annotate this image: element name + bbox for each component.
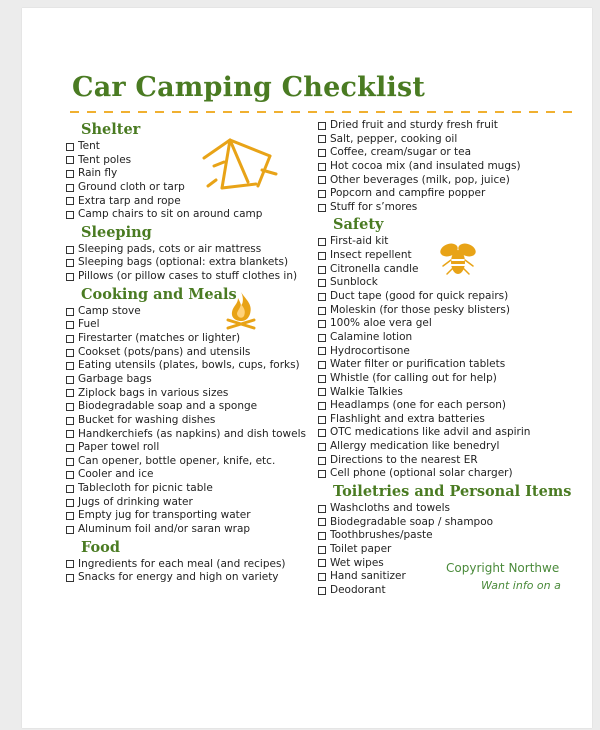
checklist-item-label: Cookset (pots/pans) and utensils <box>78 345 251 358</box>
checklist-item-label: Hot cocoa mix (and insulated mugs) <box>330 159 521 172</box>
checklist-section <box>66 285 316 537</box>
checkbox[interactable] <box>318 266 326 274</box>
checklist-item-label: Hand sanitizer <box>330 570 406 583</box>
checklist-item-label: Citronella candle <box>330 262 419 275</box>
checklist-item-label: Firestarter (matches or lighter) <box>78 332 241 345</box>
checklist-item[interactable] <box>318 345 578 359</box>
checklist-item-label: Jugs of drinking water <box>78 495 193 508</box>
checkbox[interactable] <box>318 416 326 424</box>
checkbox[interactable] <box>318 388 326 396</box>
checklist-item-label: Toilet paper <box>330 542 392 555</box>
checklist-item-label: Snacks for energy and high on variety <box>78 571 279 584</box>
checklist-item[interactable] <box>318 317 578 331</box>
checkbox[interactable] <box>66 526 74 534</box>
checklist-item-label: 100% aloe vera gel <box>330 317 432 330</box>
checkbox[interactable] <box>66 308 74 316</box>
checkbox[interactable] <box>66 574 74 582</box>
checkbox[interactable] <box>318 587 326 595</box>
checklist-item[interactable] <box>66 373 316 387</box>
checkbox[interactable] <box>66 156 74 164</box>
checkbox[interactable] <box>318 204 326 212</box>
checkbox[interactable] <box>66 458 74 466</box>
checkbox[interactable] <box>66 170 74 178</box>
checkbox[interactable] <box>318 546 326 554</box>
checklist-item-label: Hydrocortisone <box>330 344 410 357</box>
checklist-item-label: Sleeping pads, cots or air mattress <box>78 242 262 255</box>
checklist-item-label: Can opener, bottle opener, knife, etc. <box>78 454 276 467</box>
checkbox[interactable] <box>318 402 326 410</box>
checkbox[interactable] <box>318 163 326 171</box>
checklist-item[interactable] <box>66 509 316 523</box>
checkbox[interactable] <box>66 499 74 507</box>
checklist-item[interactable] <box>318 467 578 481</box>
checkbox[interactable] <box>318 122 326 130</box>
checklist-item-label: Dried fruit and sturdy fresh fruit <box>330 119 498 131</box>
checklist-item-label: Walkie Talkies <box>330 385 403 398</box>
checkbox[interactable] <box>66 321 74 329</box>
checkbox[interactable] <box>66 430 74 438</box>
checkbox[interactable] <box>318 238 326 246</box>
checkbox[interactable] <box>318 135 326 143</box>
checklist-item-label: Washcloths and towels <box>330 502 451 515</box>
checkbox[interactable] <box>318 429 326 437</box>
checklist-item-label: Tablecloth for picnic table <box>78 482 213 495</box>
checklist-item[interactable] <box>66 318 316 332</box>
section-heading: Food <box>81 538 120 556</box>
checkbox[interactable] <box>318 573 326 581</box>
checklist-item-label: Calamine lotion <box>330 330 413 343</box>
checklist-item[interactable] <box>66 441 316 455</box>
checklist-item[interactable] <box>318 290 578 304</box>
checklist-item[interactable] <box>318 386 578 400</box>
checklist-item-label: Tent <box>78 140 100 152</box>
checkbox[interactable] <box>66 211 74 219</box>
copyright-text: Copyright Northwe <box>446 561 560 575</box>
checklist <box>66 305 316 537</box>
checklist-item-label: Other beverages (milk, pop, juice) <box>330 173 510 186</box>
checkbox[interactable] <box>318 443 326 451</box>
checklist-item[interactable] <box>318 187 578 201</box>
checkbox[interactable] <box>318 190 326 198</box>
checkbox[interactable] <box>66 485 74 493</box>
checklist-item-label: Headlamps (one for each person) <box>330 399 507 412</box>
checklist-item[interactable] <box>318 276 578 290</box>
checklist-item-label: Rain fly <box>78 167 118 180</box>
checklist-item[interactable] <box>318 426 578 440</box>
checklist-item-label: Pillows (or pillow cases to stuff clothes in) <box>78 270 298 283</box>
checklist-item[interactable] <box>66 571 316 585</box>
checklist-item-label: Biodegradable soap and a sponge <box>78 400 258 413</box>
checklist-item-label: Fuel <box>78 318 100 331</box>
checklist-item-label: First-aid kit <box>330 235 389 248</box>
checklist-section <box>318 119 578 214</box>
checkbox[interactable] <box>66 512 74 520</box>
checkbox[interactable] <box>66 273 74 281</box>
checklist-item-label: Coffee, cream/sugar or tea <box>330 146 472 159</box>
checklist-item[interactable] <box>66 482 316 496</box>
checklist <box>66 558 316 585</box>
checklist-item[interactable] <box>318 133 578 147</box>
checklist-item-label: Insect repellent <box>330 249 412 262</box>
section-heading: Shelter <box>81 121 141 138</box>
checklist-item[interactable] <box>66 243 316 257</box>
checklist-item[interactable] <box>66 428 316 442</box>
checklist-item-label: Deodorant <box>330 583 386 596</box>
checklist-item-label: Bucket for washing dishes <box>78 413 216 426</box>
checklist-item-label: Ziplock bags in various sizes <box>78 386 229 399</box>
checklist-item[interactable] <box>66 496 316 510</box>
checkbox[interactable] <box>66 197 74 205</box>
checkbox[interactable] <box>318 307 326 315</box>
section-heading: Sleeping <box>81 223 152 241</box>
checklist-item-label: Handkerchiefs (as napkins) and dish towels <box>78 427 306 440</box>
checklist <box>318 119 578 214</box>
checklist-item[interactable] <box>318 119 578 133</box>
checklist-item-label: Tent poles <box>78 153 132 166</box>
dashed-divider <box>70 111 580 113</box>
checklist-item-label: Flashlight and extra batteries <box>330 412 485 425</box>
checkbox[interactable] <box>318 375 326 383</box>
checkbox[interactable] <box>66 389 74 397</box>
checklist-item-label: Eating utensils (plates, bowls, cups, forks) <box>78 359 300 372</box>
checklist-item-label: Ingredients for each meal (and recipes) <box>78 557 286 570</box>
checklist-item[interactable] <box>318 201 578 215</box>
checklist-item-label: Water filter or purification tablets <box>330 358 506 371</box>
checklist-item[interactable] <box>318 440 578 454</box>
checklist-item[interactable] <box>66 195 316 209</box>
checklist-item[interactable] <box>318 454 578 468</box>
checkbox[interactable] <box>318 334 326 342</box>
checklist-section <box>66 538 316 585</box>
checklist-item[interactable] <box>66 332 316 346</box>
checklist-item-label: Toothbrushes/paste <box>330 529 433 542</box>
checklist-item[interactable] <box>66 346 316 360</box>
checkbox[interactable] <box>66 444 74 452</box>
checkbox[interactable] <box>66 259 74 267</box>
checkbox[interactable] <box>66 362 74 370</box>
checkbox[interactable] <box>318 252 326 260</box>
checkbox[interactable] <box>318 279 326 287</box>
checklist-item[interactable] <box>318 399 578 413</box>
checkbox[interactable] <box>66 376 74 384</box>
checkbox[interactable] <box>318 457 326 465</box>
checkbox[interactable] <box>66 560 74 568</box>
checkbox[interactable] <box>318 532 326 540</box>
checklist-item[interactable] <box>66 558 316 572</box>
section-heading: Toiletries and Personal Items <box>333 483 572 501</box>
checklist-item[interactable] <box>66 359 316 373</box>
checkbox[interactable] <box>318 347 326 355</box>
checklist-item[interactable] <box>66 455 316 469</box>
checklist-item[interactable] <box>66 523 316 537</box>
checklist-item-label: Allergy medication like benedryl <box>330 440 500 453</box>
checklist-item-label: Directions to the nearest ER <box>330 453 478 466</box>
checklist-item-label: Extra tarp and rope <box>78 194 181 207</box>
checklist-item[interactable] <box>318 413 578 427</box>
checkbox[interactable] <box>66 184 74 192</box>
bee-icon <box>439 240 477 278</box>
checkbox[interactable] <box>66 471 74 479</box>
checklist-item[interactable] <box>318 304 578 318</box>
checklist-item[interactable] <box>318 331 578 345</box>
checklist-item[interactable] <box>66 414 316 428</box>
checklist-item-label: Popcorn and campfire popper <box>330 187 486 200</box>
checklist-item-label: Duct tape (good for quick repairs) <box>330 290 509 303</box>
checkbox[interactable] <box>318 149 326 157</box>
checkbox[interactable] <box>66 417 74 425</box>
checklist-item-label: Whistle (for calling out for help) <box>330 371 497 384</box>
checklist-item[interactable] <box>318 146 578 160</box>
checklist-item[interactable] <box>318 543 578 557</box>
checklist-item-label: Salt, pepper, cooking oil <box>330 132 458 145</box>
checkbox[interactable] <box>318 293 326 301</box>
checklist-item-label: Camp stove <box>78 304 141 317</box>
checklist-item[interactable] <box>66 468 316 482</box>
checkbox[interactable] <box>66 246 74 254</box>
checkbox[interactable] <box>318 559 326 567</box>
checkbox[interactable] <box>318 361 326 369</box>
checklist-item-label: Cell phone (optional solar charger) <box>330 467 513 480</box>
checklist <box>66 243 316 284</box>
checklist-item[interactable] <box>318 502 578 516</box>
checkbox[interactable] <box>66 143 74 151</box>
checklist-item[interactable] <box>318 516 578 530</box>
checklist-item-label: Garbage bags <box>78 372 152 385</box>
checklist-item-label: Sunblock <box>330 276 378 289</box>
checkbox[interactable] <box>318 320 326 328</box>
checklist-item-label: Ground cloth or tarp <box>78 180 185 193</box>
checklist-item[interactable] <box>66 270 316 284</box>
checkbox[interactable] <box>318 505 326 513</box>
checkbox[interactable] <box>66 349 74 357</box>
checklist-section <box>66 223 316 284</box>
checklist-item-label: Moleskin (for those pesky blisters) <box>330 303 510 316</box>
checklist-item[interactable] <box>66 387 316 401</box>
tent-icon <box>200 136 282 192</box>
section-heading: Safety <box>333 216 384 234</box>
page-title: Car Camping Checklist <box>72 72 426 103</box>
checklist-item-label: Paper towel roll <box>78 441 160 454</box>
checkbox[interactable] <box>318 518 326 526</box>
checklist-item-label: Cooler and ice <box>78 468 154 481</box>
checklist-item-label: Stuff for s’mores <box>330 200 418 213</box>
checklist-item[interactable] <box>66 400 316 414</box>
checklist-item-label: OTC medications like advil and aspirin <box>330 426 531 439</box>
want-info-text: Want info on a <box>481 579 561 592</box>
checklist-item-label: Aluminum foil and/or saran wrap <box>78 523 251 536</box>
checklist-item[interactable] <box>318 529 578 543</box>
checklist-item[interactable] <box>318 358 578 372</box>
checklist-item-label: Empty jug for transporting water <box>78 509 251 522</box>
checklist-item[interactable] <box>66 256 316 270</box>
checklist-item-label: Wet wipes <box>330 556 384 569</box>
checklist-item-label: Camp chairs to sit on around camp <box>78 208 263 221</box>
checklist-item[interactable] <box>66 305 316 319</box>
checklist-item-label: Sleeping bags (optional: extra blankets) <box>78 256 289 269</box>
checkbox[interactable] <box>66 335 74 343</box>
right-column <box>318 119 578 598</box>
checkbox[interactable] <box>66 403 74 411</box>
checklist-item[interactable] <box>318 160 578 174</box>
checklist-item[interactable] <box>66 208 316 222</box>
checklist-item[interactable] <box>318 372 578 386</box>
checklist-item[interactable] <box>318 174 578 188</box>
campfire-icon <box>222 290 260 330</box>
checkbox[interactable] <box>318 176 326 184</box>
checklist-item-label: Biodegradable soap / shampoo <box>330 515 494 528</box>
section-heading: Cooking and Meals <box>81 285 237 303</box>
checklist-page <box>22 8 592 728</box>
checkbox[interactable] <box>318 470 326 478</box>
